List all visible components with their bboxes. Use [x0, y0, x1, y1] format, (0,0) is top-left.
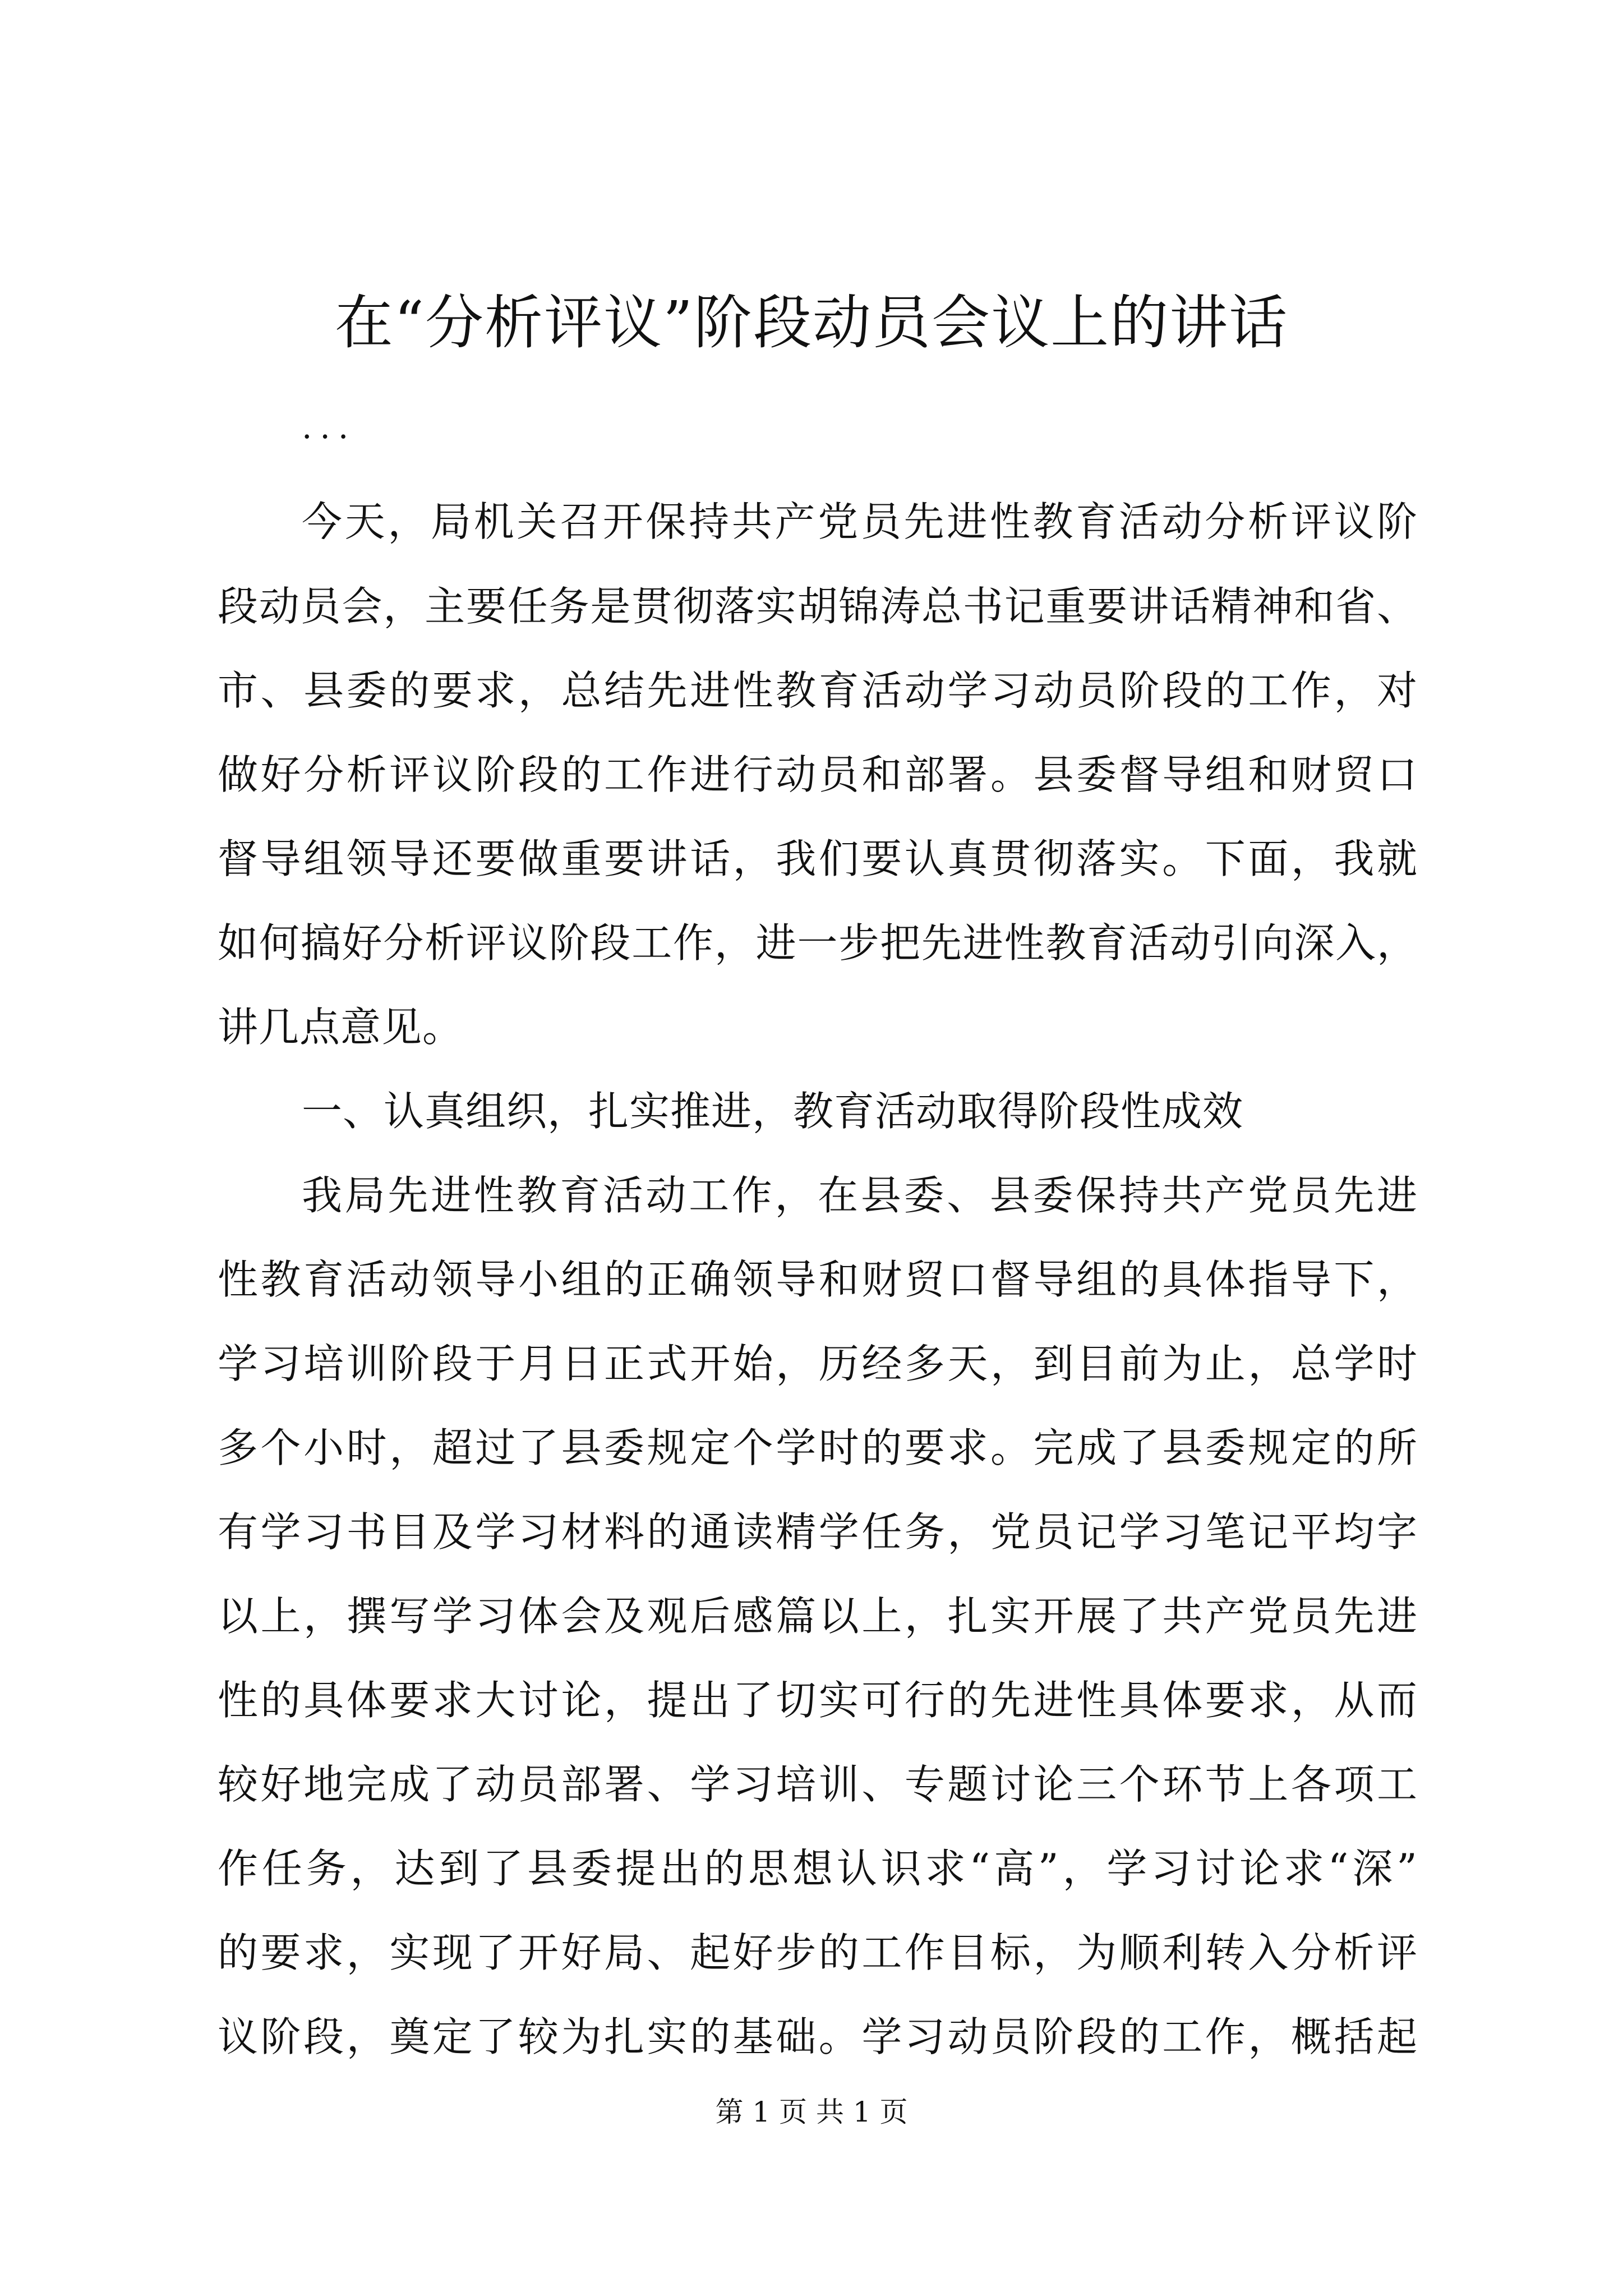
- page-footer: 第 1 页 共 1 页: [715, 2096, 908, 2128]
- body-line: 性的具体要求大讨论，提出了切实可行的先进性具体要求，从而: [218, 1677, 1418, 1724]
- document-title: 在“分析评议”阶段动员会议上的讲话: [334, 288, 1289, 357]
- body-line: 今天，局机关召开保持共产党员先进性教育活动分析评议阶: [302, 498, 1418, 545]
- body-line: 有学习书目及学习材料的通读精学任务，党员记学习笔记平均字: [218, 1508, 1418, 1556]
- body-line: 做好分析评议阶段的工作进行动员和部署。县委督导组和财贸口: [218, 751, 1418, 798]
- body-line: 多个小时，超过了县委规定个学时的要求。完成了县委规定的所: [218, 1424, 1418, 1471]
- body-line: 我局先进性教育活动工作，在县委、县委保持共产党员先进: [302, 1172, 1418, 1219]
- ellipsis-marker: ...: [302, 408, 357, 446]
- body-line: 以上，撰写学习体会及观后感篇以上，扎实开展了共产党员先进: [218, 1593, 1418, 1640]
- body-line: 的要求，实现了开好局、起好步的工作目标，为顺利转入分析评: [218, 1929, 1418, 1976]
- body-line: 督导组领导还要做重要讲话，我们要认真贯彻落实。下面，我就: [218, 835, 1418, 882]
- body-line: 学习培训阶段于月日正式开始，历经多天，到目前为止，总学时: [218, 1340, 1418, 1387]
- body-line: 如何搞好分析评议阶段工作，进一步把先进性教育活动引向深入，: [218, 919, 1418, 967]
- body-line: 作任务，达到了县委提出的思想认识求“高”，学习讨论求“深”: [218, 1845, 1418, 1892]
- body-line: 讲几点意见。: [218, 1004, 464, 1051]
- body-line: 议阶段，奠定了较为扎实的基础。学习动员阶段的工作，概括起: [218, 2013, 1418, 2060]
- body-line: 性教育活动领导小组的正确领导和财贸口督导组的具体指导下，: [218, 1256, 1418, 1303]
- body-line: 较好地完成了动员部署、学习培训、专题讨论三个环节上各项工: [218, 1761, 1418, 1808]
- section-heading: 一、认真组织，扎实推进，教育活动取得阶段性成效: [302, 1088, 1244, 1135]
- body-line: 市、县委的要求，总结先进性教育活动学习动员阶段的工作，对: [218, 667, 1418, 714]
- body-line: 段动员会，主要任务是贯彻落实胡锦涛总书记重要讲话精神和省、: [218, 583, 1418, 630]
